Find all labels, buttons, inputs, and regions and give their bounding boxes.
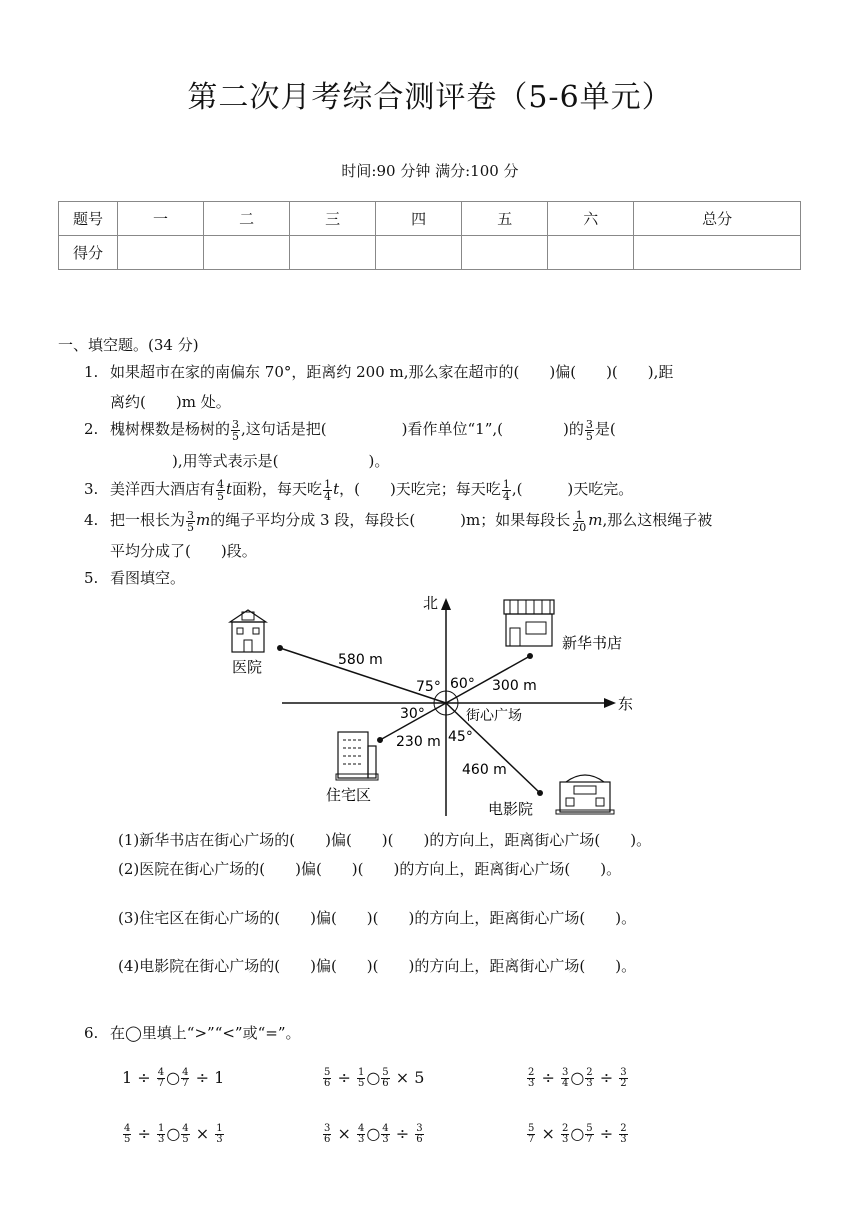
east-arrow-icon [604,698,616,708]
question-text: 槐树棵数是杨树的 [110,420,231,438]
east-label: 东 [618,695,634,713]
subquestion-2: (2)医院在街心广场的( )偏( )( )的方向上，距离街心广场( )。 [118,860,622,878]
section-title: 一、填空题。(34 分) [58,336,199,354]
residential-label: 住宅区 [326,786,372,804]
question-2 [84,418,616,442]
question-text: 在◯里填上“>”“<”或“=”。 [110,1024,301,1042]
comparison-item: $\frac{4}{5}$ ÷ $\frac{1}{3}$ ○ $\frac{4}{5}$ × $\frac{1}{3}$ [124,1123,223,1145]
hospital-building-icon [230,610,266,652]
score-cell[interactable] [290,236,376,270]
angle-label-cinema: 45° [448,729,473,745]
comparison-item: $\frac{5}{7}$ × $\frac{2}{3}$ ○ $\frac{5}{7}$ ÷ $\frac{2}{3}$ [528,1123,627,1145]
score-cell[interactable] [204,236,290,270]
point-hospital [277,645,283,651]
fraction: $\frac{1}{4}$ [324,477,332,503]
unit: m [196,511,211,529]
question-text: ,( )天吃完。 [511,480,634,498]
comparison-item: 1 ÷ $\frac{4}{7}$ ○ $\frac{4}{7}$ ÷ 1 [122,1067,225,1089]
north-arrow-icon [441,598,451,610]
unit: m [588,511,603,529]
distance-cinema: 460 m [462,762,507,778]
table-row [59,202,801,236]
cinema-building-icon [556,775,614,814]
unit: t [226,480,233,498]
question-text: 看图填空。 [110,569,186,587]
fraction: $\frac{4}{5}$ [217,477,225,503]
fraction: $\frac{3}{5}$ [232,417,240,443]
distance-bookstore: 300 m [492,678,537,694]
question-4-line2: 平均分成了( )段。 [110,542,257,560]
score-cell[interactable] [118,236,204,270]
comparison-item: $\frac{3}{6}$ × $\frac{4}{3}$ ○ $\frac{4}{3}$ ÷ $\frac{3}{6}$ [324,1123,423,1145]
question-1 [84,361,673,383]
question-5 [84,567,185,589]
question-1-line2: 离约( )m 处。 [110,393,231,411]
residential-building-icon [336,732,378,780]
bookstore-building-icon [504,600,554,646]
distance-residential: 230 m [396,734,441,750]
question-number: 6. [84,1024,99,1042]
question-text: ,那么这根绳子被 [602,511,713,529]
bookstore-label: 新华书店 [562,634,623,652]
comparison-item: $\frac{5}{6}$ ÷ $\frac{1}{5}$ ○ $\frac{5}{6}$ × 5 [324,1067,425,1089]
comparison-item: $\frac{2}{3}$ ÷ $\frac{3}{4}$ ○ $\frac{2}{3}$ ÷ $\frac{3}{2}$ [528,1067,627,1089]
question-number: 5. [84,569,99,587]
cinema-label: 电影院 [488,800,534,818]
column-header: 一 [118,202,204,236]
score-table [58,201,801,270]
point-bookstore [527,653,533,659]
row-header-score: 得分 [59,236,118,270]
subquestion-1: (1)新华书店在街心广场的( )偏( )( )的方向上，距离街心广场( )。 [118,831,652,849]
center-label: 街心广场 [466,708,522,724]
question-number: 1. [84,363,99,381]
question-4 [84,509,712,533]
question-text: ,这句话是把( )看作单位“1”,( )的 [241,420,584,438]
question-text: 面粉，每天吃 [232,480,323,498]
page-title: 第二次月考综合测评卷（5-6单元） [187,80,673,115]
direction-map-figure [220,588,640,818]
question-2-line2: ),用等式表示是( )。 [172,452,390,470]
score-cell[interactable] [462,236,548,270]
angle-label-residential: 30° [400,706,425,722]
subquestion-4: (4)电影院在街心广场的( )偏( )( )的方向上，距离街心广场( )。 [118,957,637,975]
question-text: 的绳子平均分成 3 段，每段长( )m；如果每段长 [210,511,571,529]
question-number: 3. [84,480,99,498]
column-header: 二 [204,202,290,236]
column-header: 三 [290,202,376,236]
question-text: ，( )天吃完；每天吃 [339,480,501,498]
question-6 [84,1022,301,1044]
north-label: 北 [422,594,438,612]
column-header: 五 [462,202,548,236]
question-text: 是( [594,420,616,438]
column-header: 四 [376,202,462,236]
question-number: 2. [84,420,99,438]
question-text: 如果超市在家的南偏东 70°，距离约 200 m,那么家在超市的( )偏( )( ),距 [110,363,674,381]
fraction: $\frac{3}{5}$ [585,417,593,443]
point-cinema [537,790,543,796]
question-number: 4. [84,511,99,529]
column-header: 六 [548,202,634,236]
fraction: $\frac{1}{20}$ [572,508,587,534]
table-row [59,236,801,270]
question-text: 把一根长为 [110,511,186,529]
angle-label-bookstore: 60° [450,676,475,692]
score-cell[interactable] [548,236,634,270]
question-text: 美洋西大酒店有 [110,480,216,498]
angle-label-hospital: 75° [416,679,441,695]
row-header-question: 题号 [59,202,118,236]
distance-hospital: 580 m [338,652,383,668]
point-residential [377,737,383,743]
fraction: $\frac{1}{4}$ [502,477,510,503]
unit: t [333,480,340,498]
column-header: 总分 [634,202,801,236]
fraction: $\frac{3}{5}$ [187,508,195,534]
subquestion-3: (3)住宅区在街心广场的( )偏( )( )的方向上，距离街心广场( )。 [118,909,637,927]
question-3 [84,478,633,502]
hospital-label: 医院 [232,658,263,676]
score-cell[interactable] [634,236,801,270]
exam-info: 时间:90 分钟 满分:100 分 [341,162,519,180]
score-cell[interactable] [376,236,462,270]
